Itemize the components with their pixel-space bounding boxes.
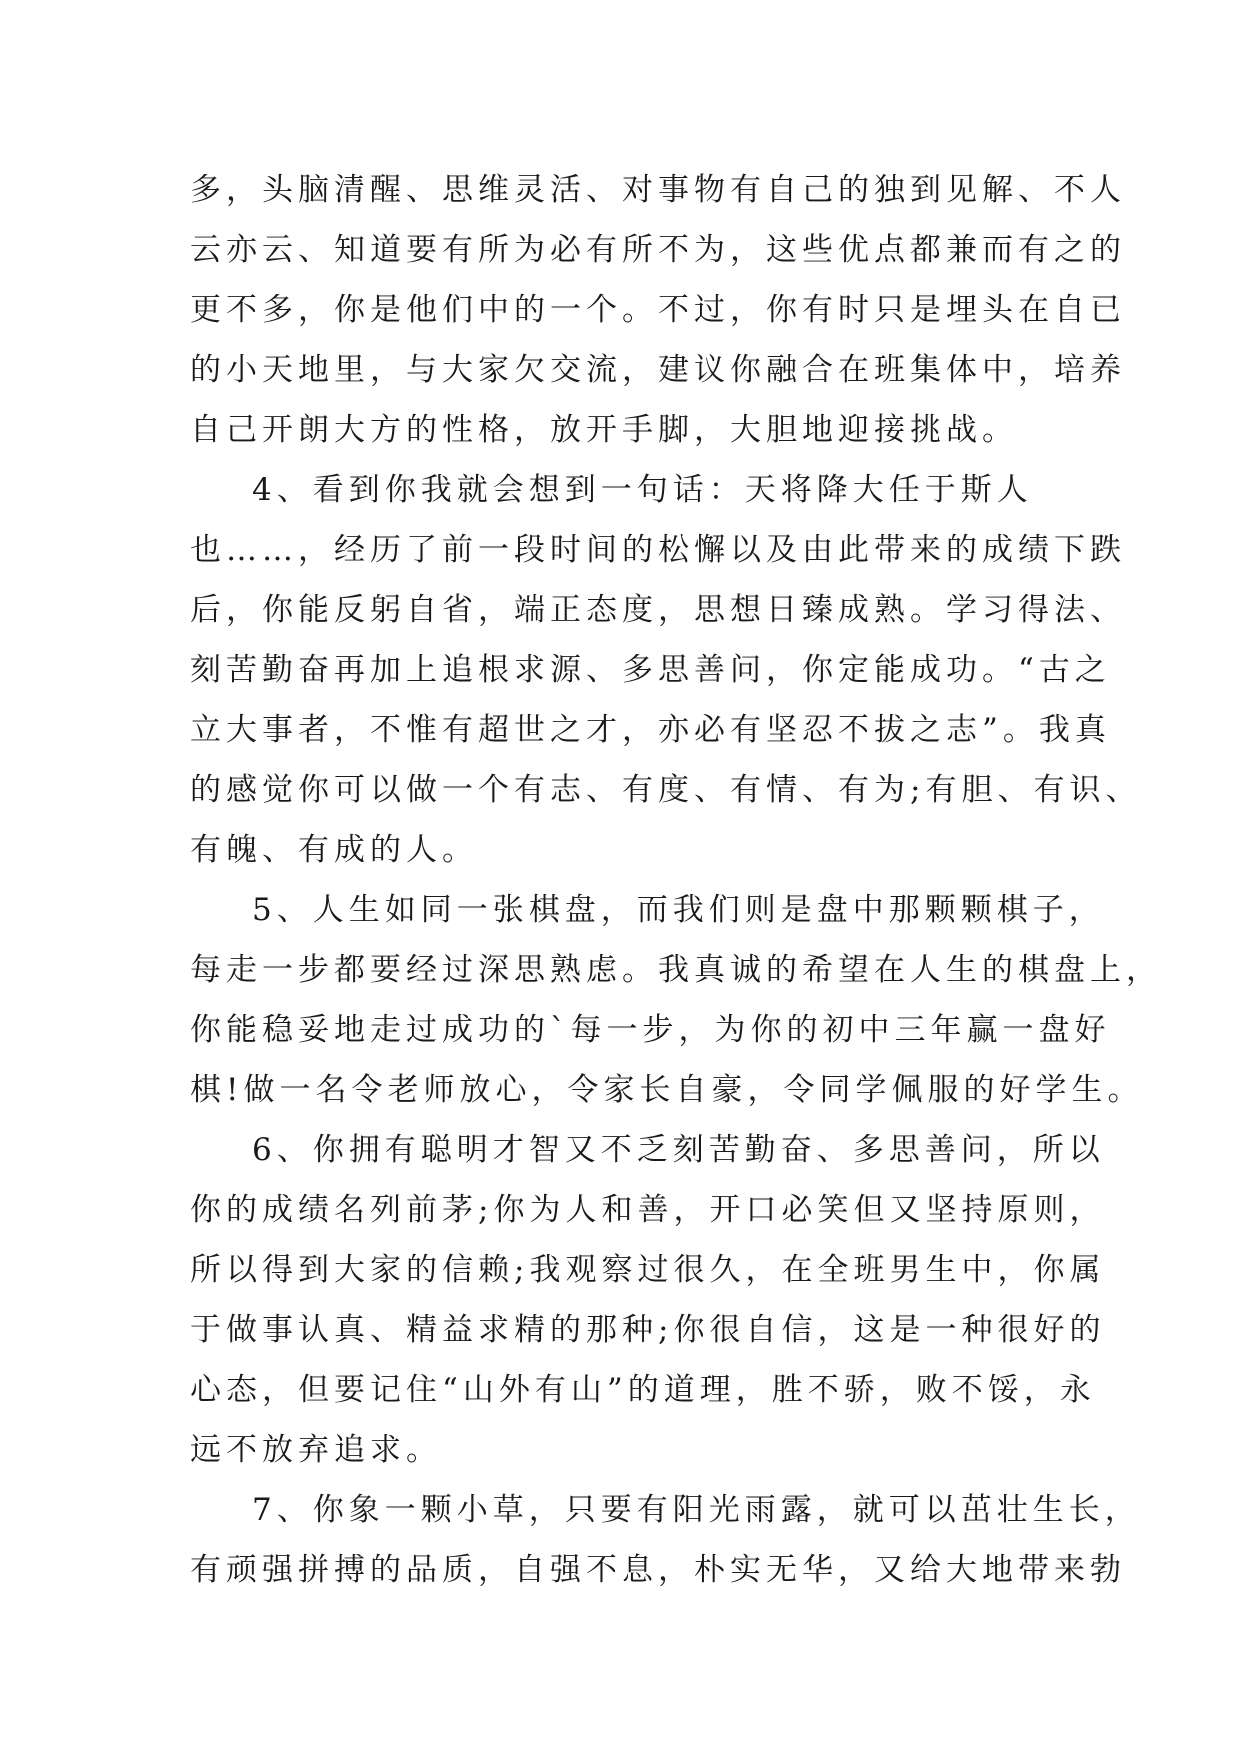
text-line: 于做事认真、精益求精的那种;你很自信，这是一种很好的 bbox=[190, 1312, 1106, 1348]
text-line: 你能稳妥地走过成功的`每一步，为你的初中三年赢一盘好 bbox=[190, 1012, 1111, 1048]
text-line: 后，你能反躬自省，端正态度，思想日臻成熟。学习得法、 bbox=[190, 592, 1126, 628]
text-line: 自己开朗大方的性格，放开手脚，大胆地迎接挑战。 bbox=[190, 412, 1018, 448]
text-line: 6、你拥有聪明才智又不乏刻苦勤奋、多思善问，所以 bbox=[252, 1132, 1105, 1168]
text-line: 多，头脑清醒、思维灵活、对事物有自己的独到见解、不人 bbox=[190, 172, 1126, 208]
text-line: 云亦云、知道要有所为必有所不为，这些优点都兼而有之的 bbox=[190, 232, 1126, 268]
text-line: 有顽强拼搏的品质，自强不息，朴实无华，又给大地带来勃 bbox=[190, 1552, 1126, 1588]
text-line: 每走一步都要经过深思熟虑。我真诚的希望在人生的棋盘上， bbox=[190, 952, 1162, 988]
text-line: 4、看到你我就会想到一句话：天将降大任于斯人 bbox=[252, 472, 1033, 508]
text-line: 你的成绩名列前茅;你为人和善，开口必笑但又坚持原则， bbox=[190, 1192, 1106, 1228]
text-line: 心态，但要记住“山外有山”的道理，胜不骄，败不馁，永 bbox=[190, 1372, 1096, 1408]
text-line: 更不多，你是他们中的一个。不过，你有时只是埋头在自已 bbox=[190, 292, 1126, 328]
text-line: 5、人生如同一张棋盘，而我们则是盘中那颗颗棋子， bbox=[252, 892, 1105, 928]
document-body-text bbox=[190, 160, 1162, 1600]
text-line: 远不放弃追求。 bbox=[190, 1432, 442, 1468]
text-line: 的感觉你可以做一个有志、有度、有情、有为;有胆、有识、 bbox=[190, 772, 1142, 808]
text-line: 7、你象一颗小草，只要有阳光雨露，就可以茁壮生长， bbox=[252, 1492, 1141, 1528]
text-line: 的小天地里，与大家欠交流，建议你融合在班集体中，培养 bbox=[190, 352, 1126, 388]
text-line: 有魄、有成的人。 bbox=[190, 832, 478, 868]
text-line: 棋!做一名令老师放心，令家长自豪，令同学佩服的好学生。 bbox=[190, 1072, 1144, 1108]
text-line: 刻苦勤奋再加上追根求源、多思善问，你定能成功。“古之 bbox=[190, 652, 1111, 688]
text-line: 也……，经历了前一段时间的松懈以及由此带来的成绩下跌 bbox=[190, 532, 1126, 568]
text-line: 所以得到大家的信赖;我观察过很久，在全班男生中，你属 bbox=[190, 1252, 1106, 1288]
text-line: 立大事者，不惟有超世之才，亦必有坚忍不拔之志”。我真 bbox=[190, 712, 1111, 748]
